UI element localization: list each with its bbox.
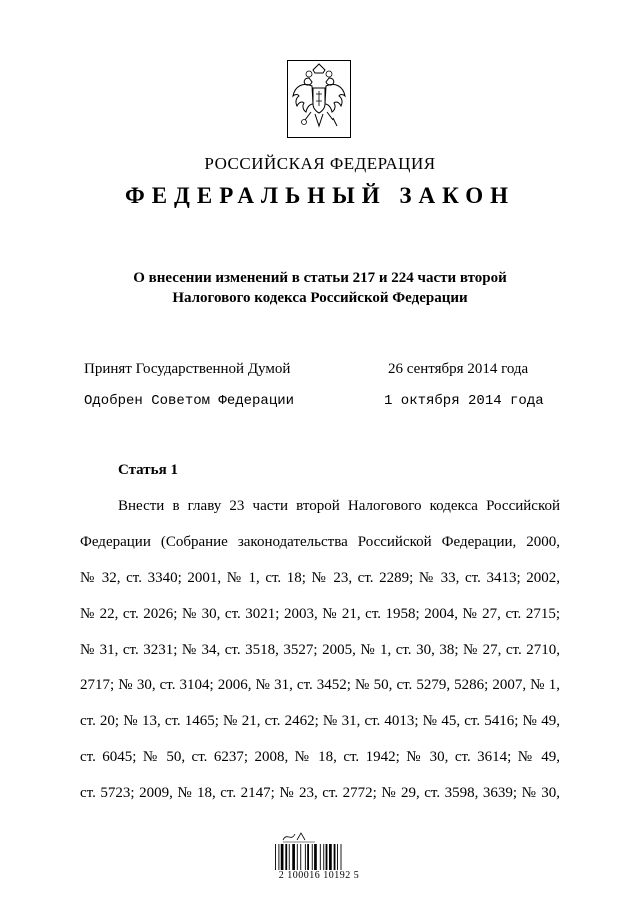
council-approval-label: Одобрен Советом Федерации bbox=[84, 393, 295, 409]
body-line: ст. 6045; № 50, ст. 6237; 2008, № 18, ст. 1942; № 30, ст. 3614; № 49, bbox=[80, 749, 560, 766]
coat-of-arms-icon bbox=[287, 60, 351, 138]
body-line: № 31, ст. 3231; № 34, ст. 3518, 3527; 2005, № 1, ст. 30, 38; № 27, ст. 2710, bbox=[80, 641, 560, 658]
article-title: Статья 1 bbox=[118, 462, 178, 478]
document-type: ФЕДЕРАЛЬНЫЙ ЗАКОН bbox=[124, 183, 516, 208]
barcode-number: 2 100016 10192 5 bbox=[278, 870, 360, 881]
law-title-line: Налогового кодекса Российской Федерации bbox=[172, 290, 468, 306]
body-line: ст. 5723; 2009, № 18, ст. 2147; № 23, ст. 2772; № 29, ст. 3598, 3639; № 30, bbox=[80, 785, 560, 802]
body-line: Федерации (Собрание законодательства Российской Федерации, 2000, bbox=[80, 533, 560, 550]
council-approval-date: 1 октября 2014 года bbox=[384, 393, 544, 409]
body-line: № 32, ст. 3340; 2001, № 1, ст. 18; № 23, ст. 2289; № 33, ст. 3413; 2002, bbox=[80, 569, 560, 586]
body-line: № 22, ст. 2026; № 30, ст. 3021; 2003, № 21, ст. 1958; 2004, № 27, ст. 2715; bbox=[80, 605, 560, 622]
law-title-line: О внесении изменений в статьи 217 и 224 части второй bbox=[133, 270, 507, 286]
duma-adoption-label: Принят Государственной Думой bbox=[84, 361, 291, 377]
body-line: ст. 20; № 13, ст. 1465; № 21, ст. 2462; № 31, ст. 4013; № 45, ст. 5416; № 49, bbox=[80, 713, 560, 730]
article-body bbox=[80, 489, 560, 812]
country-name: РОССИЙСКАЯ ФЕДЕРАЦИЯ bbox=[204, 154, 436, 173]
barcode-icon bbox=[275, 844, 365, 870]
duma-adoption-date: 26 сентября 2014 года bbox=[388, 361, 529, 377]
body-line: 2717; № 30, ст. 3104; 2006, № 31, ст. 3452; № 50, ст. 5279, 5286; 2007, № 1, bbox=[80, 677, 560, 694]
stamp-mark-icon bbox=[281, 830, 321, 844]
body-line: Внести в главу 23 части второй Налогового кодекса Российской bbox=[118, 498, 560, 514]
law-title bbox=[0, 268, 640, 308]
